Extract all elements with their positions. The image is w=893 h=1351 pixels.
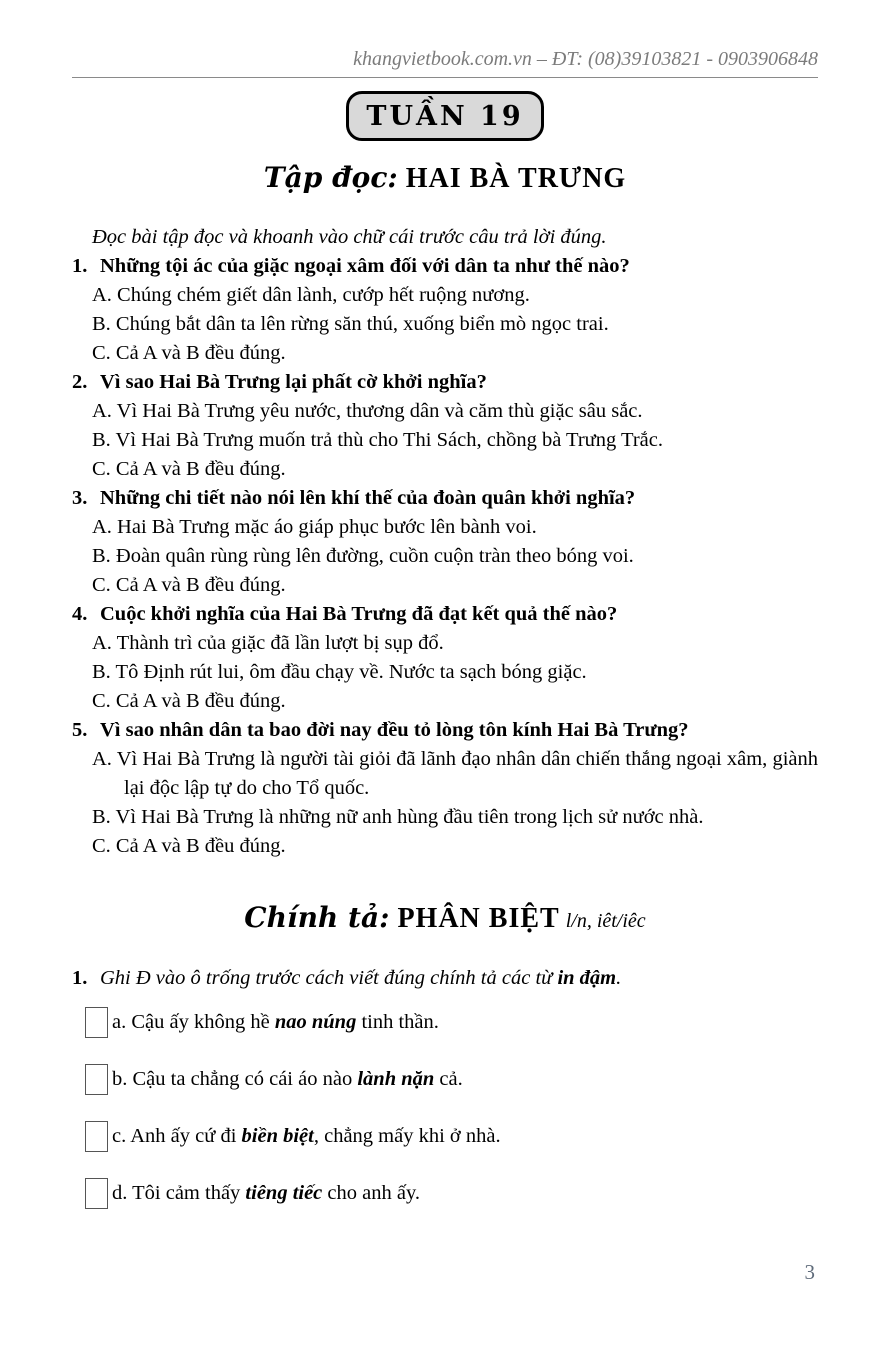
answer-checkbox-d[interactable] (85, 1178, 108, 1209)
question-3-option-a: A. Hai Bà Trưng mặc áo giáp phục bước lên bành voi. (92, 516, 537, 538)
question-number: 1. (72, 255, 88, 277)
item-label: c. (112, 1125, 131, 1147)
question-text: Cuộc khởi nghĩa của Hai Bà Trưng đã đạt kết quả thế nào? (100, 603, 618, 625)
item-em: biền biệt (241, 1125, 314, 1147)
question-2-option-a: A. Vì Hai Bà Trưng yêu nước, thương dân và căm thù giặc sâu sắc. (92, 400, 643, 422)
item-post: , chẳng mấy khi ở nhà. (313, 1125, 501, 1147)
item-pre: Cậu ấy không hề (131, 1011, 275, 1033)
checkbox-item-b-text (112, 1065, 463, 1094)
checkbox-item-c-text (112, 1122, 501, 1151)
question-2-option-c: C. Cả A và B đều đúng. (92, 458, 286, 480)
section2-title-suffix: l/n, iêt/iêc (565, 910, 646, 932)
checkbox-item-a-text (112, 1008, 439, 1037)
section1-title-main: HAI BÀ TRƯNG (405, 163, 627, 194)
page-header-text: khangvietbook.com.vn – ĐT: (08)39103821 - 0903906848 (72, 48, 818, 78)
section2-title-main: PHÂN BIỆT (397, 903, 560, 934)
question-number: 3. (72, 487, 88, 509)
question-5-option-a: A. Vì Hai Bà Trưng là người tài giỏi đã lãnh đạo nhân dân chiến thắng ngoại xâm, giành lại độc lập tự do cho Tổ quốc. (92, 748, 818, 799)
question-5 (72, 716, 818, 745)
question-1-option-a: A. Chúng chém giết dân lành, cướp hết ruộng nương. (92, 284, 530, 306)
section1-title (72, 161, 818, 196)
question-4 (72, 600, 818, 629)
item-pre: Cậu ta chẳng có cái áo nào (132, 1068, 358, 1090)
instruction-em: in đậm (557, 967, 617, 989)
question-4-option-c: C. Cả A và B đều đúng. (92, 690, 286, 712)
checkbox-item-c (85, 1121, 818, 1152)
checkbox-item-d (85, 1178, 818, 1209)
checkbox-item-b (85, 1064, 818, 1095)
item-pre: Anh ấy cứ đi (130, 1125, 242, 1147)
exercise-number: 1. (72, 967, 88, 989)
question-text: Những chi tiết nào nói lên khí thế của đoàn quân khởi nghĩa? (100, 487, 636, 509)
item-em: nao núng (274, 1011, 357, 1033)
item-post: tinh thần. (356, 1011, 439, 1033)
question-5-option-c: C. Cả A và B đều đúng. (92, 835, 286, 857)
question-1 (72, 252, 818, 281)
question-4-option-b: B. Tô Định rút lui, ôm đầu chạy về. Nước ta sạch bóng giặc. (92, 661, 587, 683)
item-post: cả. (434, 1068, 463, 1090)
item-pre: Tôi cảm thấy (132, 1182, 246, 1204)
section2-title-script: Chính tả: (244, 901, 390, 934)
answer-checkbox-b[interactable] (85, 1064, 108, 1095)
section1-instruction: Đọc bài tập đọc và khoanh vào chữ cái trước câu trả lời đúng. (92, 226, 607, 248)
question-number: 2. (72, 371, 88, 393)
question-text: Vì sao nhân dân ta bao đời nay đều tỏ lòng tôn kính Hai Bà Trưng? (100, 719, 689, 741)
item-label: b. (112, 1068, 133, 1090)
question-3-option-c: C. Cả A và B đều đúng. (92, 574, 286, 596)
question-3 (72, 484, 818, 513)
question-2-option-b: B. Vì Hai Bà Trưng muốn trả thù cho Thi Sách, chồng bà Trưng Trắc. (92, 429, 663, 451)
question-number: 5. (72, 719, 88, 741)
answer-checkbox-a[interactable] (85, 1007, 108, 1038)
week-badge: TUẦN 19 (346, 91, 543, 141)
item-post: cho anh ấy. (322, 1182, 420, 1204)
checkbox-item-a (85, 1007, 818, 1038)
page-number: 3 (804, 1260, 815, 1284)
item-label: a. (112, 1011, 132, 1033)
instruction-pre: Ghi Đ vào ô trống trước cách viết đúng chính tả các từ (100, 967, 558, 989)
item-label: d. (112, 1182, 133, 1204)
exercise-instruction (100, 964, 818, 993)
question-5-option-b: B. Vì Hai Bà Trưng là những nữ anh hùng đầu tiên trong lịch sử nước nhà. (92, 806, 704, 828)
question-number: 4. (72, 603, 88, 625)
question-text: Vì sao Hai Bà Trưng lại phất cờ khởi nghĩa? (100, 371, 487, 393)
question-3-option-b: B. Đoàn quân rùng rùng lên đường, cuồn cuộn tràn theo bóng voi. (92, 545, 634, 567)
checkbox-list (72, 1007, 818, 1209)
item-em: tiêng tiếc (245, 1182, 323, 1204)
exercise-1 (72, 964, 818, 993)
question-4-option-a: A. Thành trì của giặc đã lần lượt bị sụp đổ. (92, 632, 444, 654)
checkbox-item-d-text (112, 1179, 420, 1208)
instruction-post: . (616, 967, 622, 989)
week-badge-container (72, 91, 818, 141)
question-list (72, 252, 818, 861)
section1-title-script: Tập đọc: (263, 161, 398, 194)
question-text: Những tội ác của giặc ngoại xâm đối với dân ta như thế nào? (100, 255, 630, 277)
item-em: lành nặn (357, 1068, 435, 1090)
question-1-option-c: C. Cả A và B đều đúng. (92, 342, 286, 364)
question-1-option-b: B. Chúng bắt dân ta lên rừng săn thú, xuống biển mò ngọc trai. (92, 313, 609, 335)
question-2 (72, 368, 818, 397)
answer-checkbox-c[interactable] (85, 1121, 108, 1152)
section2-title (72, 901, 818, 938)
